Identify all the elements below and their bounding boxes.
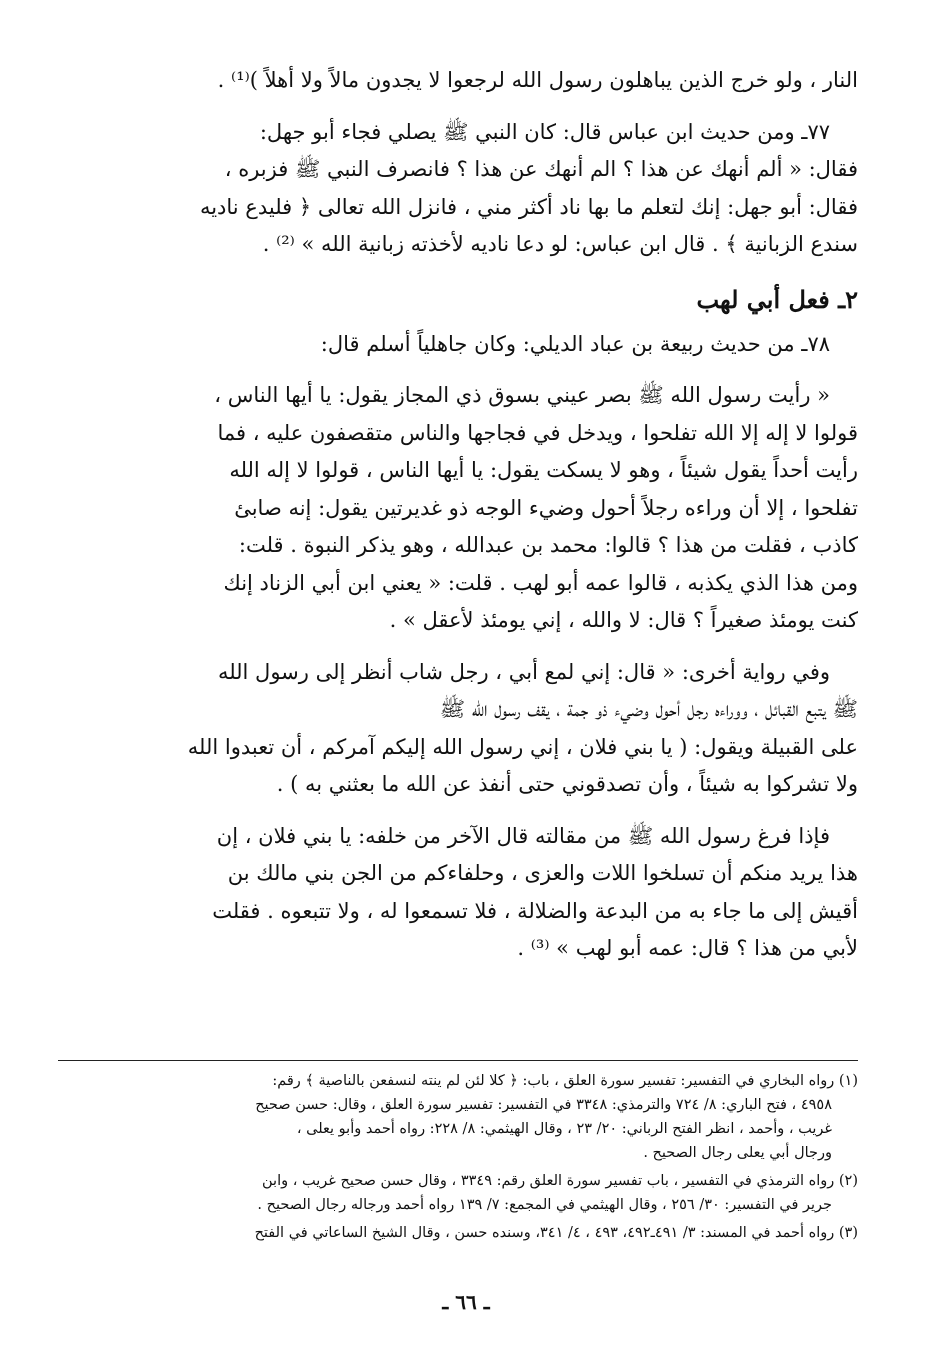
footnote-line: غريب ، وأحمد ، انظر الفتح الرباني: ٢٠/ ٢٣ ، وقال الهيثمي: ٨/ ٢٢٨: رواه أحمد وأبو يعلى ، xyxy=(296,1121,832,1137)
other-narration-line: ولا تشركوا به شيئاً ، وأن تصدقوني حتى أنفذ عن الله ما بعثني به ) . xyxy=(276,772,858,796)
hadith-78-line: « رأيت رسول الله ﷺ بصر عيني بسوق ذي المجاز يقول: يا أيها الناس ، xyxy=(214,383,830,407)
finishing-line: فإذا فرغ رسول الله ﷺ من مقالته قال الآخر من خلفه: يا بني فلان ، إن xyxy=(216,823,830,848)
footnote-line: ٤٩٥٨ ، فتح الباري: ٨/ ٧٢٤ والترمذي: ٣٣٤٨ في التفسير: تفسير سورة العلق ، وقال: حسن صحيح xyxy=(255,1097,832,1113)
hadith-78-text xyxy=(58,377,858,640)
other-narration-line: ﷺ يتبع القبائل ، ووراءه رجل أحول وضيء ذو جمة ، يقف رسول الله ﷺ xyxy=(439,697,858,721)
page-number: ـ ٦٦ ـ xyxy=(442,1290,490,1314)
footnote-line: (١) رواه البخاري في التفسير: تفسير سورة العلق ، باب: ﴿ كلا لئن لم ينته لنسفعن بالناصية ﴾ رقم: xyxy=(272,1073,858,1089)
other-narration xyxy=(58,654,858,804)
footnote-1 xyxy=(58,1069,858,1165)
intro-line: النار ، ولو خرج الذين يباهلون رسول الله لرجعوا لا يجدون مالاً ولا أهلاً )⁽¹⁾ . xyxy=(217,68,858,92)
footnote-divider xyxy=(58,1060,858,1061)
finishing-paragraph xyxy=(58,818,858,968)
hadith-78-line: قولوا لا إله إلا الله تفلحوا ، ويدخل في فجاجها والناس متقصفون عليه ، فما xyxy=(217,420,858,445)
footnote-line: (٢) رواه الترمذي في التفسير ، باب تفسير سورة العلق رقم: ٣٣٤٩ ، وقال حسن صحيح غريب ، وابن xyxy=(262,1173,858,1189)
hadith-77 xyxy=(58,114,858,264)
finishing-line: أقيش إلى ما جاء به من البدعة والضلالة ، فلا تسمعوا له ، ولا تتبعوه . فقلت xyxy=(212,898,858,923)
footnote-line: جرير في التفسير: ٣٠/ ٢٥٦ ، وقال الهيثمي في المجمع: ٧/ ١٣٩ رواه أحمد ورجاله رجال الصحيح . xyxy=(257,1197,832,1213)
hadith-78-line: كنت يومئذ صغيراً ؟ قال: لا والله ، إني يومئذ لأعقل » . xyxy=(389,608,858,632)
hadith-77-line: فقال: « ألم أنهك عن هذا ؟ الم أنهك عن هذا ؟ فانصرف النبي ﷺ فزبره ، xyxy=(224,157,858,181)
hadith-78-line: رأيت أحداً يقول شيئاً ، وهو لا يسكت يقول: يا أيها الناس ، قولوا لا إله الله xyxy=(229,458,858,482)
main-text xyxy=(58,62,858,968)
footnote-line: (٣) رواه أحمد في المسند: ٣/ ٤٩١ـ٤٩٢، ٤٩٣ ، ٤/ ٣٤١، وسنده حسن ، وقال الشيخ الساعاتي في الفتح xyxy=(254,1225,858,1241)
footnotes xyxy=(58,1060,858,1249)
hadith-78-line: تفلحوا ، إلا أن وراءه رجلاً أحول وضيء الوجه ذو غديرتين يقول: إنه صابئ xyxy=(234,495,858,520)
hadith-78-line: ومن هذا الذي يكذبه ، قالوا عمه أبو لهب . قلت: « يعني ابن أبي الزناد إنك xyxy=(223,570,858,595)
hadith-77-line: سندع الزبانية ﴾ . قال ابن عباس: لو دعا ناديه لأخذته زبانية الله » ⁽²⁾ . xyxy=(262,232,858,256)
finishing-line: هذا يريد منكم أن تسلخوا اللات والعزى ، وحلفاءكم من الجن بني مالك بن xyxy=(227,861,858,885)
hadith-78-intro: ٧٨ـ من حديث ربيعة بن عباد الديلي: وكان جاهلياً أسلم قال: xyxy=(320,331,830,356)
hadith-77-line: ٧٧ـ ومن حديث ابن عباس قال: كان النبي ﷺ يصلي فجاء أبو جهل: xyxy=(259,119,830,144)
finishing-line: لأبي من هذا ؟ قال: عمه أبو لهب » ⁽³⁾ . xyxy=(517,936,858,960)
hadith-78-line: كاذب ، فقلت من هذا ؟ قالوا: محمد بن عبدالله ، وهو يذكر النبوة . قلت: xyxy=(238,533,858,557)
footnote-3 xyxy=(58,1221,858,1245)
other-narration-line: على القبيلة ويقول: ( يا بني فلان ، إني رسول الله إليكم آمركم ، أن تعبدوا الله xyxy=(187,734,858,759)
footnote-line: ورجال أبي يعلى رجال الصحيح . xyxy=(643,1145,832,1161)
footnote-2 xyxy=(58,1169,858,1217)
section-heading: ٢ـ فعل أبي لهب xyxy=(696,284,858,314)
other-narration-line: وفي رواية أخرى: « قال: إني لمع أبي ، رجل شاب أنظر إلى رسول الله xyxy=(217,659,830,684)
hadith-77-line: فقال: أبو جهل: إنك لتعلم ما بها ناد أكثر مني ، فانزل الله تعالى ﴿ فليدع ناديه xyxy=(199,194,858,219)
